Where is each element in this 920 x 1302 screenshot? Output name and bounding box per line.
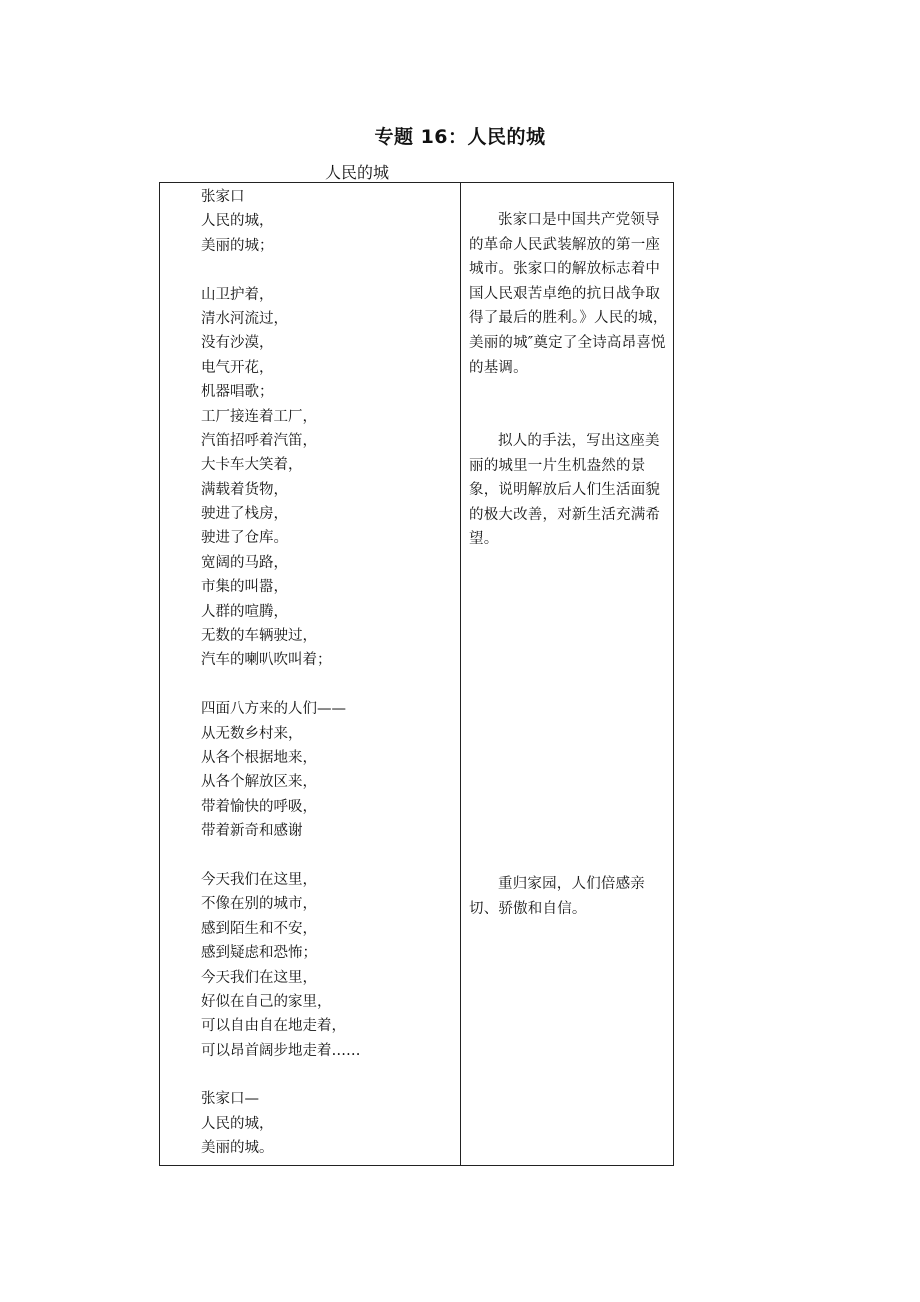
poem-line: 满载着货物，: [201, 481, 288, 498]
poem-line: 驶进了仓库。: [201, 530, 288, 547]
poem-title: 人民的城: [325, 163, 390, 182]
poem-line: 从无数乡村来，: [201, 725, 303, 742]
poem-line: 从各个根据地来，: [201, 749, 317, 766]
poem-line: 电气开花，: [201, 359, 274, 376]
stanza-break: [201, 844, 451, 868]
poem-line: 张家口—: [201, 1091, 259, 1108]
poem-line: 工厂接连着工厂，: [201, 408, 317, 425]
page-title: 专题 16：人民的城: [374, 126, 546, 148]
poem-line: 从各个解放区来，: [201, 774, 317, 791]
poem-line: 宽阔的马路，: [201, 554, 288, 571]
poem-line: 机器唱歌；: [201, 384, 274, 401]
poem-line: 人群的喧腾，: [201, 603, 288, 620]
poem-line: 汽车的喇叭吹叫着；: [201, 652, 332, 669]
poem-line: 感到陌生和不安，: [201, 920, 317, 937]
stanza-break: [201, 1063, 451, 1087]
poem-line: 好似在自己的家里，: [201, 993, 332, 1010]
poem-line: 美丽的城；: [201, 237, 274, 254]
poem-line: 不像在别的城市，: [201, 896, 317, 913]
poem-line: 大卡车大笑着，: [201, 457, 303, 474]
poem-line: 感到疑虑和恐怖；: [201, 945, 317, 962]
poem-line: 驶进了栈房，: [201, 506, 288, 523]
poem-line: 清水河流过，: [201, 310, 288, 327]
annotation-1: 张家口是中国共产党领导的革命人民武装解放的第一座城市。张家口的解放标志着中国人民艰苦卓绝的抗日战争取得了最后的胜利。》人民的城，美丽的城″奠定了全诗高昂喜悦的基调。: [469, 212, 668, 376]
poem-line: 今天我们在这里，: [201, 871, 317, 888]
poem-line: 今天我们在这里，: [201, 969, 317, 986]
poem-line: 美丽的城。: [201, 1140, 274, 1157]
poem-line: 市集的叫嚣，: [201, 579, 288, 596]
poem-line: 没有沙漠，: [201, 335, 274, 352]
annotation-2: 拟人的手法，写出这座美丽的城里一片生机盎然的景象，说明解放后人们生活面貌的极大改善，对新生活充满希望。: [469, 433, 661, 548]
poem-line: 汽笛招呼着汽笛，: [201, 432, 317, 449]
column-divider: [460, 182, 461, 1166]
poem-line: 山卫护着，: [201, 286, 274, 303]
annotation-3: 重归家园，人们倍感亲切、骄傲和自信。: [469, 876, 645, 917]
poem-line: 张家口: [201, 189, 245, 205]
poem-line: 四面八方来的人们——: [201, 701, 346, 718]
poem-line: 人民的城，: [201, 213, 274, 230]
poem-line: 可以自由自在地走着，: [201, 1018, 346, 1035]
stanza-break: [201, 258, 451, 282]
poem-line: 带着新奇和感谢: [201, 823, 303, 840]
poem-line: 人民的城，: [201, 1115, 274, 1132]
poem-column: [201, 185, 451, 1161]
stanza-break: [201, 673, 451, 697]
poem-line: 带着愉快的呼吸，: [201, 798, 317, 815]
poem-line: 无数的车辆驶过，: [201, 628, 317, 645]
poem-line: 可以昂首阔步地走着……: [201, 1042, 361, 1059]
